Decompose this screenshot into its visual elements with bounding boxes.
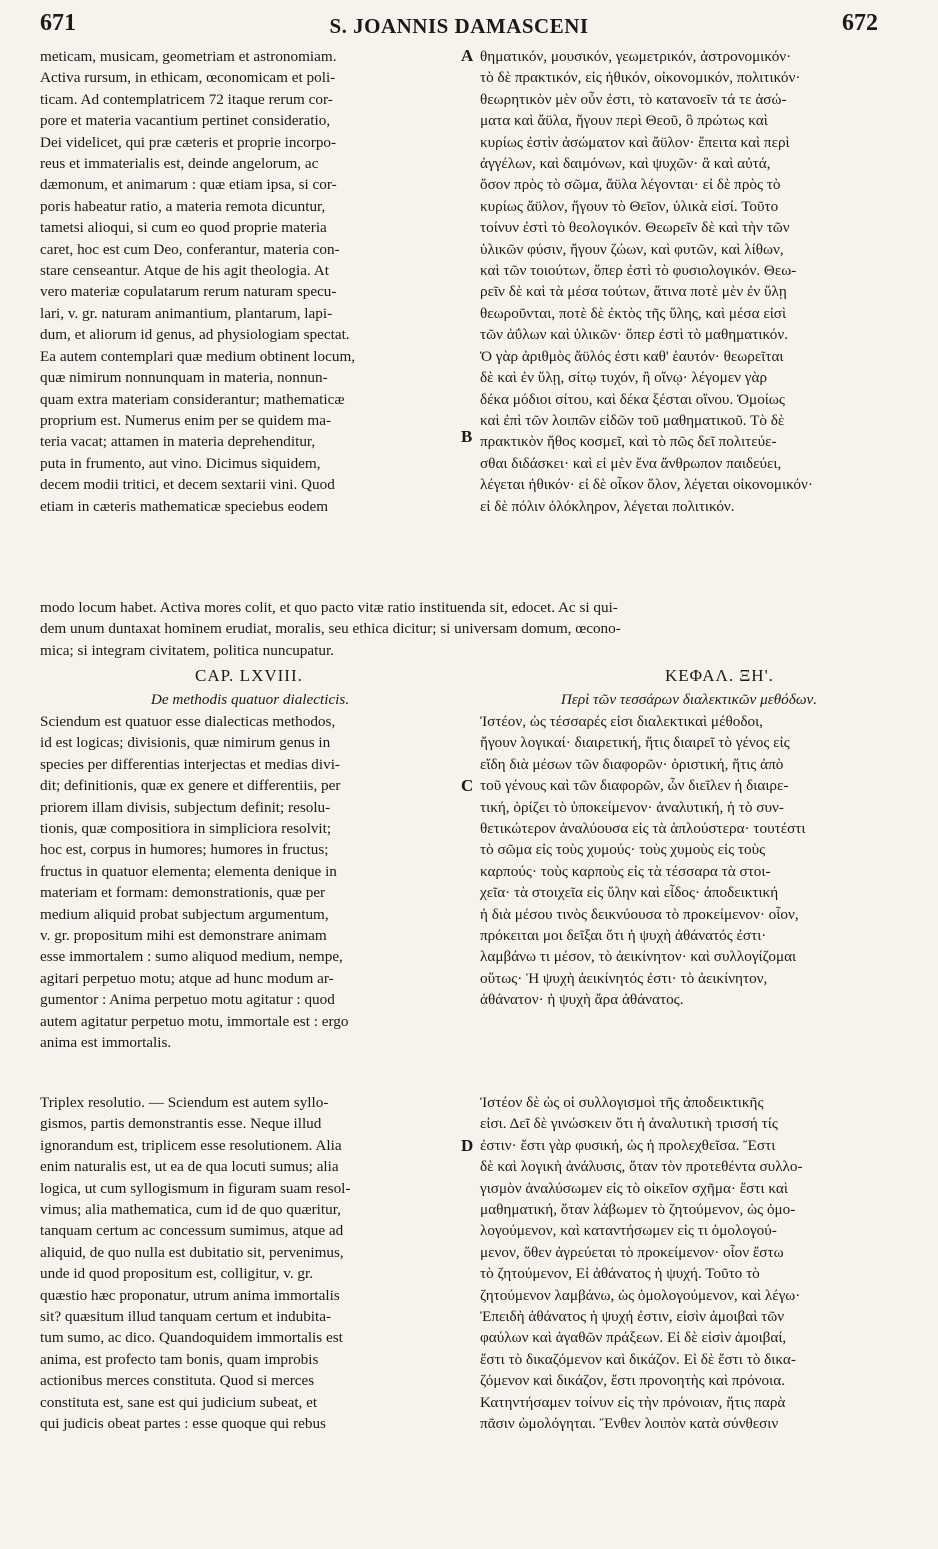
greek-text-line: λαμβάνω τι μέσον, τὸ ἀεικίνητον· καὶ συλλογίζομαι <box>480 948 797 966</box>
latin-text-line: hoc est, corpus in humores; humores in fructus; <box>40 841 329 859</box>
latin-text-line: Activa rursum, in ethicam, œconomicam et poli- <box>40 69 336 87</box>
latin-text-line: aliquid, de quo nulla est dubitatio sit, pervenimus, <box>40 1243 344 1261</box>
latin-text-line: Sciendum est quatuor esse dialecticas methodos, <box>40 713 336 730</box>
greek-column-block-3 <box>480 1092 803 1435</box>
greek-column-block-1 <box>480 46 813 517</box>
greek-text-line: οὕτως· Ἡ ψυχὴ ἀεικίνητός ἐστι· τὸ ἀεικίνητον, <box>480 969 768 987</box>
latin-text-line: teria vacat; attamen in materia deprehenditur, <box>40 433 316 451</box>
greek-text-line: δέκα μόδιοι σίτου, καὶ δέκα ξέσται οἴνου. Ὁμοίως <box>480 390 785 408</box>
latin-text-line: puta in frumento, aut vino. Dicimus siquidem, <box>40 454 321 472</box>
latin-text-line: actionibus merces constituta. Quod si merces <box>40 1372 315 1390</box>
greek-text-line: φαύλων καὶ ἀγαθῶν πράξεων. Εἰ δὲ εἰσὶν ἀμοιβαί, <box>480 1329 787 1347</box>
latin-column-block-1 <box>40 46 355 517</box>
latin-text-line: dum, et aliorum id genus, ad physiologiam spectat. <box>40 326 350 344</box>
greek-text-line: Κατηντήσαμεν τοίνυν εἰς τὴν πρόνοιαν, ἥτις παρὰ <box>480 1393 786 1411</box>
latin-column-block-2 <box>40 711 348 1054</box>
greek-text-line: ζητούμενον λαμβάνω, ὡς ὁμολογούμενον, καὶ λέγω· <box>480 1286 801 1304</box>
greek-text-line: θεωροῦνται, ποτὲ δὲ ἐκτὸς τῆς ὕλης, καὶ μέσα εἰσὶ <box>480 304 787 322</box>
greek-text-line: τική, ὁρίζει τὸ ὑποκείμενον· ἀναλυτική, ἡ τὸ συν- <box>480 798 784 816</box>
latin-text-line: proprium est. Numerus enim per se quidem ma- <box>40 411 332 429</box>
latin-text-line: Dei videlicet, qui præ cæteris et proprie incorpo- <box>40 133 337 151</box>
latin-text-line: tionis, quæ compositiora in simpliciora resolvit; <box>40 820 332 838</box>
greek-text-line: λογούμενον, καὶ καταντήσωμεν εἰς τι ὁμολογού- <box>480 1222 777 1240</box>
greek-text-line: ζόμενον καὶ δικάζον, ἔστι προνοητὴς καὶ πρόνοια. <box>480 1372 785 1390</box>
latin-column-block-3 <box>40 1092 350 1435</box>
page-header <box>40 10 878 44</box>
greek-text-line: τῶν ἀΰλων καὶ ὑλικῶν· ὅπερ ἐστὶ τὸ μαθηματικόν. <box>480 326 789 344</box>
greek-text-line: εἰ δὲ πόλιν ὁλόκληρον, λέγεται πολιτικόν. <box>480 497 735 515</box>
greek-text-line: Ἐπειδὴ ἀθάνατος ἡ ψυχή ἐστιν, εἰσὶν ἀμοιβαὶ τῶν <box>480 1308 785 1326</box>
latin-text-line: qui judicis obeat partes : esse quoque qui rebus <box>40 1415 326 1433</box>
latin-text-line: quæ nimirum nonnunquam in materia, nonnun- <box>40 369 328 387</box>
greek-text-line: θηματικόν, μουσικόν, γεωμετρικόν, ἀστρονομικόν· <box>480 48 792 65</box>
greek-text-line: ἀγγέλων, καὶ δαιμόνων, καὶ ψυχῶν· ἃ καὶ αὐτά, <box>480 155 771 173</box>
text-line: dem unum duntaxat hominem erudiat, moralis, seu ethica dicitur; si universam domum, œcono- <box>40 620 621 638</box>
latin-text-line: poris habeatur ratio, a materia remota dicuntur, <box>40 197 326 215</box>
latin-text-line: quam extra materiam considerantur; mathematicæ <box>40 390 345 408</box>
greek-text-line: καρπούς· τοὺς καρποὺς εἰς τὰ τέσσαρα τὰ στοι- <box>480 862 771 880</box>
latin-text-line: v. gr. propositum mihi est demonstrare animam <box>40 927 327 945</box>
latin-text-line: sit? quæsitum illud tanquam certum et indubita- <box>40 1308 332 1326</box>
greek-text-line: τὸ σῶμα εἰς τοὺς χυμούς· τοὺς χυμοὺς εἰς τοὺς <box>480 841 766 859</box>
latin-text-line: quæstio hæc proponatur, utrum anima immortalis <box>40 1286 340 1304</box>
greek-text-line: ἔστι τὸ δικαζόμενον καὶ δικάζον. Εἰ δὲ ἔστι τὸ δικα- <box>480 1350 796 1368</box>
greek-text-line: τοίνυν ἐστὶ τὸ θεολογικόν. Θεωρεῖν δὲ καὶ τὴν τῶν <box>480 219 790 237</box>
greek-chapter-title: ΚΕΦΑΛ. ΞΗ'. <box>665 666 774 685</box>
greek-column-block-2 <box>480 711 806 1011</box>
greek-text-line: σθαι διδάσκει· καὶ εἰ μὲν ἕνα ἄνθρωπον παιδεύει, <box>480 454 782 472</box>
latin-text-line: stare censeantur. Atque de his agit theologia. At <box>40 262 329 280</box>
margin-marker-d: D <box>461 1136 474 1155</box>
latin-text-line: unde id quod propositum est, colligitur, v. gr. <box>40 1265 314 1283</box>
greek-text-line: δὲ καὶ ἐν ὕλῃ, σίτῳ τυχόν, ἢ οἴνῳ· λέγομεν γὰρ <box>480 369 768 387</box>
text-line: mica; si integram civitatem, politica nuncupatur. <box>40 641 334 659</box>
greek-text-line: ἐστιν· ἔστι γὰρ φυσική, ὡς ἡ προλεχθεῖσα. Ἔστι <box>480 1136 776 1154</box>
greek-text-line: Ὁ γὰρ ἀριθμὸς ἄϋλός ἐστι καθ' ἑαυτόν· θεωρεῖται <box>480 347 784 365</box>
latin-text-line: meticam, musicam, geometriam et astronomiam. <box>40 48 337 65</box>
latin-text-line: dæmonum, et animarum : quæ etiam ipsa, si cor- <box>40 176 337 194</box>
latin-text-line: esse immortalem : sumo aliquod medium, nempe, <box>40 948 343 966</box>
margin-marker-c: C <box>461 776 474 795</box>
latin-text-line: dit; definitionis, quæ ex genere et differentiis, per <box>40 777 341 795</box>
latin-text-line: gismos, partis demonstrantis esse. Neque illud <box>40 1115 322 1133</box>
running-title: S. JOANNIS DAMASCENI <box>329 14 589 38</box>
latin-text-line: anima est immortalis. <box>40 1034 172 1052</box>
latin-text-line: priorem illam divisis, subjectum definit; resolu- <box>40 798 331 816</box>
latin-text-line: tum sumo, ac dico. Quandoquidem immortalis est <box>40 1329 343 1347</box>
latin-text-line: agitari perpetuo motu; atque ad hunc modum ar- <box>40 969 334 987</box>
latin-text-line: decem modii tritici, et decem sextarii vini. Quod <box>40 476 335 494</box>
greek-text-line: θετικώτερον ἀναλύουσα εἰς τὰ ἁπλούστερα· τουτέστι <box>480 820 806 838</box>
greek-text-line: τὸ ζητούμενον, Εἰ ἀθάνατος ἡ ψυχή. Τοῦτο τὸ <box>480 1265 760 1283</box>
latin-text-line: enim naturalis est, ut ea de qua locuti sumus; alia <box>40 1158 339 1176</box>
right-page-number: 672 <box>842 10 878 36</box>
latin-text-line: tanquam certum ac concessum sumimus, atque ad <box>40 1222 344 1240</box>
greek-text-line: τοῦ γένους καὶ τῶν διαφορῶν, ὧν διεῖλεν ἡ διαιρε- <box>480 777 789 795</box>
greek-text-line: μενον, ὅθεν ἀγρεύεται τὸ προκείμενον· οἷον ἔστω <box>480 1243 784 1261</box>
latin-text-line: ticam. Ad contemplatricem 72 itaque rerum cor- <box>40 90 333 108</box>
latin-text-line: fructus in quatuor elementa; elementa denique in <box>40 862 337 880</box>
greek-text-line: κυρίως ἐστὶν ἀσώματον καὶ ἄϋλον· ἔπειτα καὶ περὶ <box>480 133 790 151</box>
greek-text-line: καὶ τῶν τοιούτων, ὅπερ ἐστὶ τὸ φυσιολογικόν. Θεω- <box>480 262 797 280</box>
latin-text-line: anima, est profecto tam bonis, quam improbis <box>40 1350 319 1368</box>
greek-text-line: κυρίως ἄϋλον, ἤγουν τὸ Θεῖον, ὑλικὰ εἰσί. Τοῦτο <box>480 197 779 215</box>
greek-text-line: Ἰστέον, ὡς τέσσαρές εἰσι διαλεκτικαὶ μέθοδοι, <box>480 713 763 730</box>
latin-text-line: etiam in cæteris mathematicæ speciebus eodem <box>40 497 329 515</box>
greek-text-line: εἰσι. Δεῖ δὲ γινώσκειν ὅτι ἡ ἀναλυτικὴ τρισσή τίς <box>480 1115 778 1133</box>
greek-text-line: εἴδη διὰ μέσων τῶν διαφορῶν· ὁριστική, ἥτις ἀπὸ <box>480 755 784 773</box>
latin-text-line: gumentor : Anima perpetuo motu agitatur : quod <box>40 991 335 1009</box>
latin-text-line: Ea autem contemplari quæ medium obtinent locum, <box>40 347 356 365</box>
latin-text-line: tametsi alioqui, si cum eo quod proprie materia <box>40 219 327 237</box>
greek-text-line: ὅσον πρὸς τὸ σῶμα, ἄϋλα λέγονται· εἰ δὲ πρὸς τὸ <box>480 176 781 194</box>
latin-text-line: Triplex resolutio. — Sciendum est autem syllo- <box>40 1094 329 1111</box>
latin-text-line: logica, ut cum syllogismum in figuram suam resol- <box>40 1179 351 1197</box>
greek-text-line: ρεῖν δὲ καὶ τὰ μέσα τούτων, ἅτινα ποτὲ μὲν ἐν ὕλῃ <box>480 283 787 301</box>
greek-text-line: πᾶσιν ὡμολόγηται. Ἔνθεν λοιπὸν κατὰ σύνθεσιν <box>480 1415 779 1433</box>
full-width-text <box>40 597 886 661</box>
greek-text-line: ἤγουν λογικαί· διαιρετική, ἥτις διαιρεῖ τὸ γένος εἰς <box>480 734 790 752</box>
latin-text-line: caret, hoc est cum Deo, conferantur, materia con- <box>40 240 340 258</box>
greek-text-line: ματα καὶ ἄϋλα, ἤγουν περὶ Θεοῦ, ὃ πρώτως καὶ <box>480 112 768 130</box>
greek-text-line: δὲ καὶ λογικὴ ἀνάλυσις, ὅταν τὸν προτεθέντα συλλο- <box>480 1158 803 1176</box>
latin-text-line: species per differentias interjectas et medias divi- <box>40 755 340 773</box>
latin-text-line: constituta est, sane est qui judicium subeat, et <box>40 1393 318 1411</box>
greek-text-line: μαθηματική, ὅταν λάβωμεν τὸ ζητούμενον, ὡς ὁμο- <box>480 1201 796 1219</box>
latin-text-line: ignorandum est, triplicem esse resolutionem. Alia <box>40 1136 342 1154</box>
left-page-number: 671 <box>40 10 76 36</box>
greek-text-line: χεῖα· τὰ στοιχεῖα εἰς ὕλην καὶ εἶδος· ἀποδεικτική <box>480 884 779 902</box>
margin-marker-a: A <box>461 46 474 65</box>
greek-text-line: γισμὸν ἀναλύσωμεν εἰς τὸ οἰκεῖον σχῆμα· ἔστι καὶ <box>480 1179 788 1197</box>
greek-text-line: Ἰστέον δὲ ὡς οἱ συλλογισμοὶ τῆς ἀποδεικτικῆς <box>480 1094 764 1111</box>
margin-marker-b: B <box>461 427 473 446</box>
latin-chapter-title: CAP. LXVIII. <box>195 666 303 685</box>
greek-text-line: ὑλικῶν φύσιν, ἤγουν ζώων, καὶ φυτῶν, καὶ λίθων, <box>480 240 784 258</box>
latin-text-line: reus et immaterialis est, deinde angelorum, ac <box>40 155 319 173</box>
text-line: modo locum habet. Activa mores colit, et quo pacto vitæ ratio instituenda sit, edocet. Ac si qui- <box>40 599 618 616</box>
greek-text-line: θεωρητικὸν μὲν οὖν ἐστι, τὸ κατανοεῖν τά τε ἀσώ- <box>480 90 787 108</box>
greek-text-line: ἡ διὰ μέσου τινὸς δεικνύουσα τὸ προκείμενον· οἷον, <box>480 905 799 923</box>
greek-text-line: καὶ ἐπὶ τῶν λοιπῶν εἰδῶν τοῦ μαθηματικοῦ. Τὸ δὲ <box>480 411 785 429</box>
latin-text-line: lari, v. gr. naturam animantium, plantarum, lapi- <box>40 304 333 322</box>
latin-text-line: pore et materia vacantium pertinet consideratio, <box>40 112 331 130</box>
greek-chapter-subtitle: Περὶ τῶν τεσσάρων διαλεκτικῶν μεθόδων. <box>560 691 818 708</box>
latin-text-line: medium aliquid probat subjectum argumentum, <box>40 905 329 923</box>
greek-text-line: πρακτικὸν ἤθος κοσμεῖ, καὶ τὸ πῶς δεῖ πολιτεύε- <box>480 433 777 451</box>
latin-text-line: materiam et formam: demonstrationis, quæ per <box>40 884 326 902</box>
greek-text-line: λέγεται ἠθικόν· εἰ δὲ οἶκον ὅλον, λέγεται οἰκονομικόν· <box>480 476 813 494</box>
latin-text-line: vimus; alia mathematica, cum id de quo quæritur, <box>40 1201 341 1219</box>
greek-text-line: ἀθάνατον· ἡ ψυχὴ ἄρα ἀθάνατος. <box>480 991 684 1009</box>
latin-text-line: autem agitatur perpetuo motu, immortale est : ergo <box>40 1012 349 1030</box>
latin-text-line: id est logicas; divisionis, quæ nimirum genus in <box>40 734 331 752</box>
greek-text-line: πρόκειται μοι δεῖξαι ὅτι ἡ ψυχὴ ἀθάνατός ἐστι· <box>480 927 767 945</box>
latin-chapter-subtitle: De methodis quatuor dialecticis. <box>150 691 350 708</box>
greek-text-line: τὸ δὲ πρακτικόν, εἰς ἠθικόν, οἰκονομικόν, πολιτικόν· <box>480 69 801 87</box>
latin-text-line: vero materiæ copulatarum rerum naturam specu- <box>40 283 337 301</box>
